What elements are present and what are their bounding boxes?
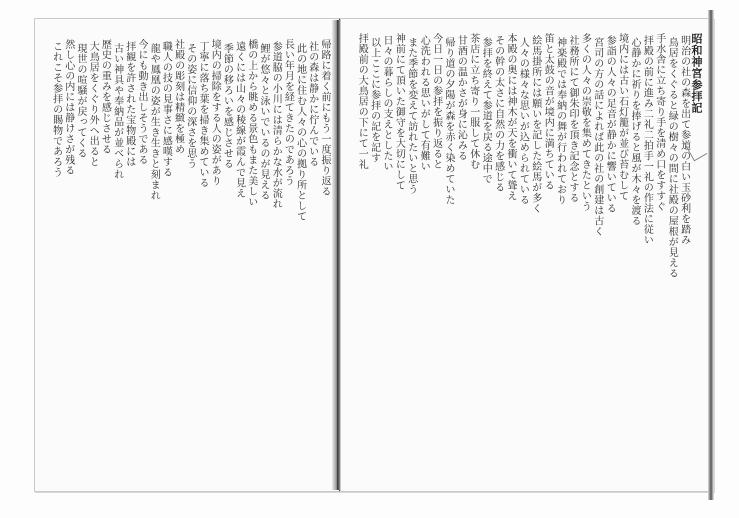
text-column: 日々の暮らしの支えとしたい — [381, 35, 392, 172]
text-column: 甘酒の温かさが身に沁みる — [455, 35, 467, 161]
right-page — [340, 18, 714, 492]
text-column: 社の森は静かに佇んでいる — [306, 41, 318, 167]
text-column: 長い年月を経てきたのであろう — [282, 39, 294, 186]
text-column: 拝殿前の大鳥居の下にて一礼 — [356, 33, 368, 170]
text-column: 今日一日の参拝を振り返ると — [430, 33, 442, 170]
text-column: 拝観を許された宝物殿には — [123, 41, 135, 167]
text-column: 参道脇の小川には清らかな水が流れ — [270, 41, 282, 209]
text-column: 参拝を終えて参道を戻る途中で — [480, 37, 492, 184]
text-column: 明治の社の森を出て参道の白い玉砂利を踏み — [678, 35, 690, 245]
text-column: 今にも動き出しそうである — [136, 39, 147, 165]
text-column: 宮司の方の話によれば此の社の創建は古く — [591, 37, 603, 237]
text-column: 鯉が悠々と泳いでいるのが見える — [258, 43, 269, 201]
text-column: 境内には古い石灯籠が並び苔むして — [616, 33, 628, 201]
text-column: 心静かに祈りを捧げると風が木々を渡る — [629, 37, 640, 226]
text-column: 笛と太鼓の音が境内に満ちている — [542, 33, 554, 191]
text-column: 境内の掃除をする人の姿があり — [209, 39, 221, 186]
text-column: 丁寧に落ち葉を掃き集めている — [197, 41, 208, 188]
text-column: 本殿の奥には神木が天を衝いて聳え — [505, 33, 516, 201]
text-column: 然し心の内には静けさが残る — [62, 39, 74, 176]
text-column: また季節を変えて訪れたいと思う — [405, 37, 417, 195]
text-column: 多くの人々の崇敬を集めてきたという — [579, 33, 591, 212]
text-column: 此の地に住む人々の心の拠り所として — [294, 43, 306, 222]
text-column: 参詣の人々の足音が静かに響いている — [604, 35, 616, 214]
text-column: 手水舎に立ち寄り手を清め口をすすぐ — [653, 33, 665, 212]
page-edge-shadow — [708, 10, 714, 500]
text-column: 社務所にて御朱印を頂き記念とする — [567, 35, 578, 203]
text-column: 職人の技の見事さに感嘆する — [160, 41, 172, 178]
text-column: 歴史の重みを感じさせる — [99, 39, 111, 155]
text-column: 人々の様々な思いが込められている — [517, 37, 529, 205]
text-column: 古い神具や奉納品が並べられ — [111, 43, 123, 180]
text-column: 社殿の彫刻は精緻を極め — [172, 39, 184, 155]
text-column: 拝殿の前に進み二礼二拍手一礼の作法に従い — [641, 35, 653, 245]
text-column: 帰り道の夕陽が森を赤く染めていた — [443, 37, 454, 205]
text-column: 以上ここに参拝の記を記す — [368, 37, 380, 163]
text-column: 昭和神宮参拝記 — [690, 33, 703, 114]
text-column: 大鳥居をくぐり外へ出ると — [87, 41, 99, 167]
text-column: 季節の移ろいを感じさせる — [221, 43, 233, 169]
text-column: 神前にて頂いた御守を大切にして — [393, 33, 405, 191]
text-column: 絵馬掛所には願いを記した絵馬が多く — [529, 35, 541, 214]
text-column: 現世の喧騒が戻ってくる — [75, 43, 86, 159]
text-column: これこそ参拝の賜物であろう — [50, 41, 62, 178]
text-column: 橋の上から眺める景色もまた美しい — [245, 39, 257, 207]
left-page — [34, 18, 341, 492]
text-column: 神楽殿では奉納の舞が行われており — [554, 37, 566, 205]
text-column: 龍や鳳凰の姿が生き生きと刻まれ — [148, 43, 160, 201]
text-column: 遠くには山々の稜線が霞んで見え — [233, 41, 245, 199]
text-column: その幹の太さに自然の力を感じる — [492, 35, 504, 193]
text-column: 帰路に着く前にもう一度振り返る — [319, 39, 330, 197]
text-column: 心洗われる思いがして有難い — [418, 35, 430, 172]
text-column: 茶店に立ち寄り一服して休む — [467, 33, 479, 170]
text-column: 鳥居をくぐると緑の樹々の間に社殿の屋根が見える — [666, 37, 678, 279]
text-column: その姿に信仰の深さを思う — [184, 43, 196, 169]
